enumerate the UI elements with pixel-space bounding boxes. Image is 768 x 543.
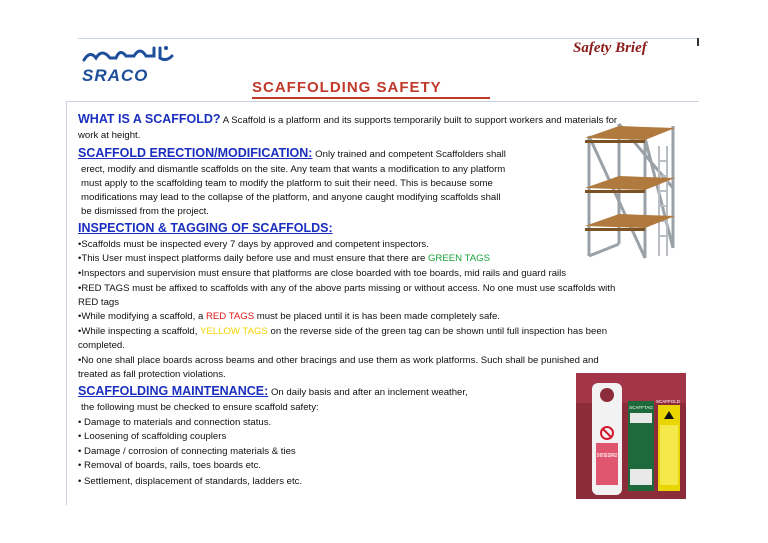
logo-text: SRACO [82, 66, 149, 85]
scaftag-text: SCAFFTAG [629, 405, 653, 410]
green-tags-label: GREEN TAGS [427, 253, 490, 264]
inspection-line-3: •Inspectors and supervision must ensure that platforms are close boarded with toe boards, mid rails and guard rails [78, 268, 567, 279]
inspection-line-1: •Scaffolds must be inspected every 7 days by approved and competent inspectors. [78, 239, 429, 250]
logo-arabic-mark [80, 44, 176, 66]
header-rule [78, 38, 698, 39]
erection-line: erect, modify and dismantle scaffolds on the site. Any team that wants a modification to any platform [81, 164, 506, 175]
yellow-tags-label: YELLOW TAGS [199, 326, 268, 337]
safety-brief-label: Safety Brief [573, 40, 647, 56]
erection-heading: SCAFFOLD ERECTION/MODIFICATION: [78, 146, 313, 160]
what-text-2: work at height. [78, 130, 141, 141]
maintenance-item: • Damage to materials and connection status. [78, 417, 272, 428]
inspection-line-6-a: •While modifying a scaffold, a [78, 311, 206, 322]
inspection-section [78, 221, 333, 237]
inspection-line-6-c: must be placed until it is has been made completely safe. [254, 311, 500, 322]
what-heading: WHAT IS A SCAFFOLD? [78, 112, 221, 126]
inspection-line-9: •No one shall place boards across beams and other bracings and use them as work platforms. Such shall be punished and [78, 355, 599, 366]
header-tick [697, 38, 699, 46]
inspection-line-5: RED tags [78, 297, 120, 308]
maintenance-item: • Damage / corrosion of connecting materials & ties [78, 446, 296, 457]
maintenance-item: • Removal of boards, rails, toes boards etc. [78, 460, 262, 471]
sraco-logo [80, 44, 176, 85]
erection-line: be dismissed from the project. [81, 206, 209, 217]
inspection-heading: INSPECTION & TAGGING OF SCAFFOLDS: [78, 221, 333, 235]
what-text-1: A Scaffold is a platform and its supports temporarily built to support workers and materials for [222, 115, 618, 126]
inspection-line-8: completed. [78, 340, 125, 351]
what-section [78, 112, 617, 128]
erection-section [78, 146, 506, 162]
erection-line: modifications may lead to the collapse of the platform, and anyone caught modifying scaffolds shall [81, 192, 501, 203]
erection-line: must apply to the scaffolding team to modify the platform to suit their need. This is because some [81, 178, 493, 189]
title-underline [252, 97, 490, 99]
page-title: SCAFFOLDING SAFETY [252, 79, 442, 96]
scaffold-illustration [575, 116, 687, 264]
maintenance-text-1: On daily basis and after an inclement weather, [270, 387, 468, 398]
inspection-line-4: •RED TAGS must be affixed to scaffolds with any of the above parts missing or without access. No one must use scaffolds with [78, 283, 616, 294]
inspection-line-10: treated as fall protection violations. [78, 369, 226, 380]
scaffold-tags-photo [576, 373, 686, 499]
inspection-line-6 [78, 310, 500, 324]
inspection-line-7 [78, 325, 607, 339]
maintenance-item: • Settlement, displacement of standards, ladders etc. [78, 476, 303, 487]
do-not-use-text: DO NOT USE SCAFFOLD [597, 453, 618, 459]
inspection-line-2-text: •This User must inspect platforms daily before use and must ensure that there are [78, 253, 428, 264]
erection-text-1: Only trained and competent Scaffolders shall [315, 149, 506, 160]
inspection-line-7-c: on the reverse side of the green tag can be shown until full inspection has been [267, 326, 608, 337]
red-tags-label: RED TAGS [205, 311, 255, 322]
inspection-line-2 [78, 252, 490, 266]
inspection-line-7-a: •While inspecting a scaffold, [78, 326, 200, 337]
maintenance-section [78, 384, 468, 400]
scaffold-text: SCAFFOLD [656, 399, 681, 404]
maintenance-heading: SCAFFOLDING MAINTENANCE: [78, 384, 269, 398]
maintenance-item: • Loosening of scaffolding couplers [78, 431, 227, 442]
maintenance-text-2: the following must be checked to ensure scaffold safety: [81, 402, 319, 413]
